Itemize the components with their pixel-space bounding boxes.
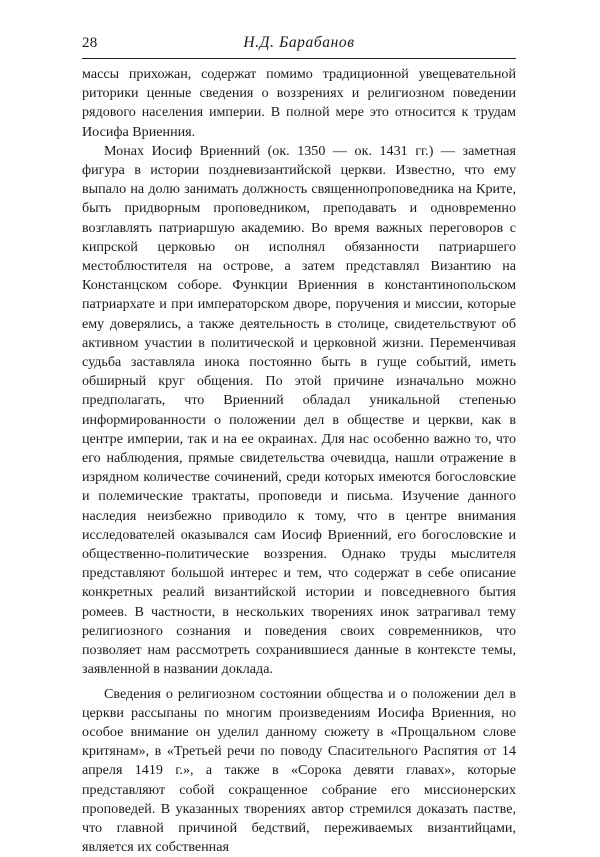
paragraph-vriennios-biography: Монах Иосиф Вриенний (ок. 1350 — ок. 1431 гг.) — заметная фигура в истории поздневизантийской церкви. Известно, что ему выпало на долю занимать должность священнопроповедника на Крите, быть придворным проповедником, преподавать и одновременно возглавлять патриаршую академию. Во время важных переговоров с кипрской церковью он исполнял обязанности патриаршего местоблюстителя на острове, а затем представлял Византию на Констанцском соборе. Функции Вриенния в константинопольском патриархате и при императорском дворе, поручения и миссии, которые ему доверялись, а также деятельность в столице, свидетельствуют об активном участии в политической и церковной жизни. Переменчивая судьба заставляла инока постоянно быть в гуще событий, иметь обширный круг общения. По этой причине изначально можно предполагать, что Вриенний обладал уникальной степенью информированности о положении дел в обществе и церкви, как в центре империи, так и на ее окраинах. Для нас особенно важно то, что его наблюдения, прямые свидетельства очевидца, нашли отражение в изрядном количестве сочинений, среди которых имеются богословские и полемические трактаты, проповеди и письма. Изучение данного наследия неизбежно приводило к тому, что в центре внимания исследователей оказывался сам Иосиф Вриенний, его богословские и общественно-политические воззрения. Однако труды мыслителя представляют большой интерес и тем, что содержат в себе описание конкретных реалий византийской истории и повседневного бытия ромеев. В частности, в нескольких творениях инок затрагивал тему религиозного сознания и поведения своих современников, что позволяет нам рассмотреть сохранившиеся данные в контексте темы, заявленной в названии доклада. (82, 142, 516, 680)
page-header (82, 31, 516, 53)
page-number: 28 (82, 35, 97, 52)
paragraph-continuation: массы прихожан, содержат помимо традиционной увещевательной риторики ценные сведения о воззрениях и религиозном поведении рядового населения империи. В полной мере это относится к трудам Иосифа Вриенния. (82, 65, 516, 142)
running-head-author: Н.Д. Барабанов (82, 34, 516, 52)
body-text (82, 65, 516, 857)
header-rule (82, 58, 516, 59)
paragraph-religious-state: Сведения о религиозном состоянии общества и о положении дел в церкви рассыпаны по многим произведениям Иосифа Вриенния, но особое внимание он уделил данному сюжету в «Прощальном слове критянам», в «Третьей речи по поводу Спасительного Распятия от 14 апреля 1419 г.», а также в «Сорока девяти главах», которые представляют собой сокращенное собрание его миссионерских проповедей. В указанных творениях автор стремился доказать пастве, что главной причиной бедствий, переживаемых византийцами, является их собственная (82, 685, 516, 857)
